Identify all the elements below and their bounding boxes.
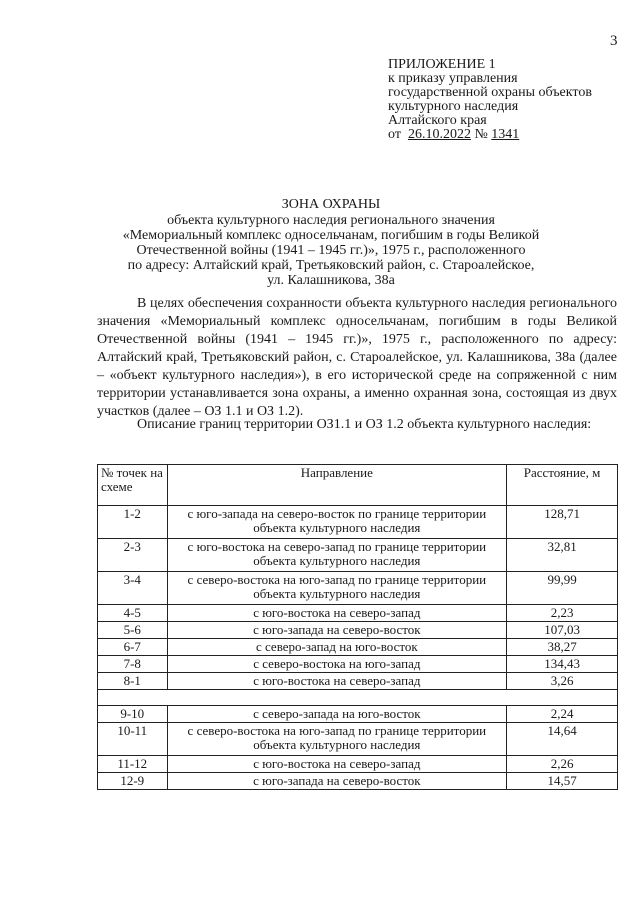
cell-distance: 2,26: [507, 756, 618, 773]
cell-direction: с северо-запада на юго-восток: [167, 706, 507, 723]
cell-distance: 2,23: [507, 605, 618, 622]
borders-table: [97, 464, 618, 790]
document-heading: [96, 197, 566, 288]
table-row: [98, 773, 618, 790]
cell-distance: 3,26: [507, 673, 618, 690]
heading-line: по адресу: Алтайский край, Третьяковский район, с. Староалейское,: [127, 258, 535, 273]
body-paragraph-text: В целях обеспечения сохранности объекта культурного наследия регионального значения «Мемориальный комплекс односельчанам, погибшим в годы Великой Отечественной войны (1941 – 1945 гг.)», 1975 г., расположенного по адресу: Алтайский край, Третьяковский район, с. Староалейское, ул. Калашникова, 38а (далее – «объект культурного наследия»), в его исторической среде на сопряженной с ним территории устанавливается зона охраны, а именно охранная зона, состоящая из двух участков (далее – ОЗ 1.1 и ОЗ 1.2).: [97, 296, 617, 419]
cell-direction: с юго-запада на северо-восток: [167, 622, 507, 639]
cell-direction: с северо-востока на юго-запад по границе территории объекта культурного наследия: [167, 723, 507, 756]
table-row: [98, 539, 618, 572]
heading-line: Отечественной войны (1941 – 1945 гг.)», 1975 г., расположенного: [136, 243, 526, 258]
table-row: [98, 756, 618, 773]
cell-direction: с юго-востока на северо-запад по границе территории объекта культурного наследия: [167, 539, 507, 572]
table-intro-text: Описание границ территории ОЗ1.1 и ОЗ 1.2 объекта культурного наследия:: [137, 417, 592, 432]
cell-direction: с юго-востока на северо-запад: [167, 756, 507, 773]
page-number: 3: [610, 33, 618, 49]
cell-direction: с юго-востока на северо-запад: [167, 673, 507, 690]
header-direction: Направление: [167, 465, 507, 506]
header-distance: Расстояние, м: [507, 465, 618, 506]
appendix-line: культурного наследия: [388, 99, 519, 114]
date-prefix: от: [388, 127, 401, 142]
table-row: [98, 605, 618, 622]
appendix-block: [388, 58, 592, 142]
cell-points: 9-10: [98, 706, 168, 723]
table-row: [98, 723, 618, 756]
cell-points: 4-5: [98, 605, 168, 622]
appendix-title: ПРИЛОЖЕНИЕ 1: [388, 57, 496, 72]
number-sign: №: [474, 127, 488, 142]
table-row: [98, 572, 618, 605]
heading-line: ул. Калашникова, 38а: [267, 273, 395, 288]
cell-direction: с северо-запад на юго-восток: [167, 639, 507, 656]
cell-distance: 134,43: [507, 656, 618, 673]
table-row: [98, 706, 618, 723]
table-row: [98, 673, 618, 690]
cell-direction: с северо-востока на юго-запад по границе территории объекта культурного наследия: [167, 572, 507, 605]
header-points: № точек на схеме: [98, 465, 168, 506]
cell-points: 2-3: [98, 539, 168, 572]
table-row: [98, 622, 618, 639]
table-row: [98, 656, 618, 673]
cell-points: 1-2: [98, 506, 168, 539]
table-spacer-row: [98, 690, 618, 706]
heading-line: «Мемориальный комплекс односельчанам, погибшим в годы Великой: [122, 228, 540, 243]
cell-direction: с северо-востока на юго-запад: [167, 656, 507, 673]
cell-distance: 2,24: [507, 706, 618, 723]
cell-distance: 99,99: [507, 572, 618, 605]
table-row: [98, 639, 618, 656]
cell-distance: 32,81: [507, 539, 618, 572]
heading-title: ЗОНА ОХРАНЫ: [281, 197, 381, 212]
order-date: 26.10.2022: [407, 127, 471, 142]
cell-points: 11-12: [98, 756, 168, 773]
cell-distance: 107,03: [507, 622, 618, 639]
appendix-line: к приказу управления: [388, 71, 518, 86]
cell-direction: с юго-запада на северо-восток: [167, 773, 507, 790]
cell-points: 7-8: [98, 656, 168, 673]
cell-points: 5-6: [98, 622, 168, 639]
cell-direction: с юго-запада на северо-восток по границе территории объекта культурного наследия: [167, 506, 507, 539]
cell-points: 8-1: [98, 673, 168, 690]
appendix-date-line: [388, 128, 592, 142]
order-number: 1341: [491, 127, 520, 142]
cell-points: 10-11: [98, 723, 168, 756]
cell-distance: 14,57: [507, 773, 618, 790]
heading-line: объекта культурного наследия регионального значения: [167, 213, 495, 228]
cell-direction: с юго-востока на северо-запад: [167, 605, 507, 622]
cell-distance: 128,71: [507, 506, 618, 539]
cell-points: 3-4: [98, 572, 168, 605]
table-header-row: [98, 465, 618, 506]
spacer-cell: [98, 690, 618, 706]
body-paragraph: [97, 295, 617, 421]
appendix-line: государственной охраны объектов: [388, 85, 592, 100]
cell-points: 12-9: [98, 773, 168, 790]
cell-distance: 38,27: [507, 639, 618, 656]
cell-points: 6-7: [98, 639, 168, 656]
appendix-line: Алтайского края: [388, 113, 487, 128]
table-row: [98, 506, 618, 539]
cell-distance: 14,64: [507, 723, 618, 756]
table-intro-paragraph: [97, 416, 617, 434]
